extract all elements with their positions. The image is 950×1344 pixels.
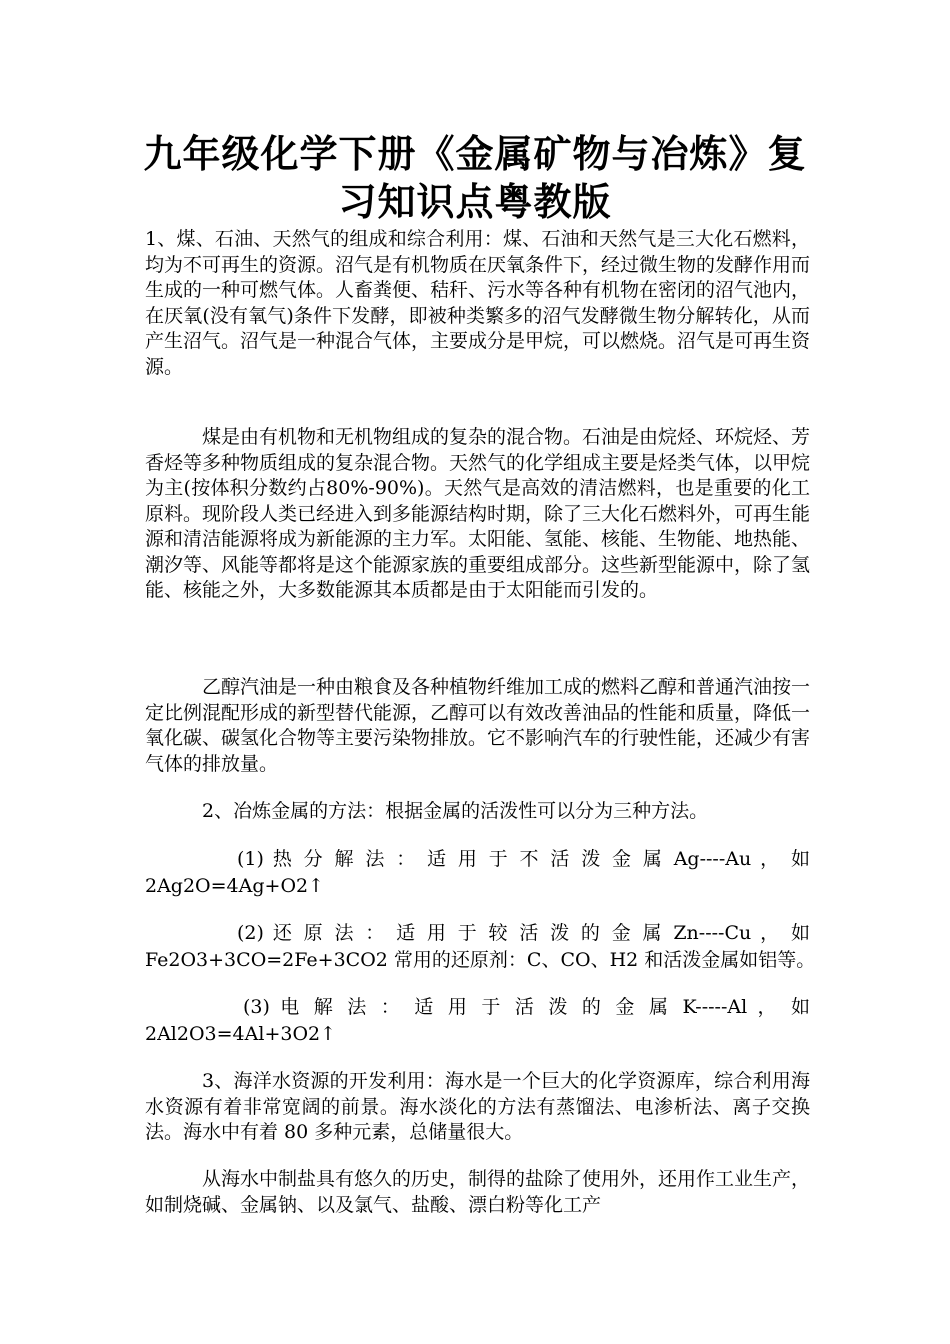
- method-2-line-1: (2) 还 原 法 ： 适 用 于 较 活 泼 的 金 属 Zn----Cu ， 如: [237, 922, 810, 944]
- method-thermal-decomposition: [145, 846, 810, 900]
- method-1-line-2: 2Ag2O=4Ag+O2↑: [145, 875, 325, 897]
- paragraph-fuels: [145, 227, 810, 380]
- method-3-line-1: (3) 电 解 法 ： 适 用 于 活 泼 的 金 属 K-----Al ， 如: [243, 996, 810, 1018]
- paragraph-smelting: [145, 799, 810, 825]
- document-title-line-2: 习知识点粤教版: [338, 180, 612, 224]
- paragraph-4: 2、冶炼金属的方法：根据金属的活泼性可以分为三种方法。: [202, 800, 709, 822]
- paragraph-salt: [145, 1167, 810, 1218]
- paragraph-1: 1、煤、石油、天然气的组成和综合利用：煤、石油和天然气是三大化石燃料，均为不可再生的资源。沼气是有机物质在厌氧条件下，经过微生物的发酵作用而生成的一种可燃气体。人畜粪便、秸秆、污水等各种有机物在密闭的沼气池内，在厌氧(没有氧气)条件下发酵，即被种类繁多的沼气发酵微生物分解转化，从而产生沼气。沼气是一种混合气体，主要成分是甲烷，可以燃烧。沼气是可再生资源。: [145, 228, 811, 378]
- document-title-line-1: 九年级化学下册《金属矿物与冶炼》复: [143, 132, 807, 176]
- paragraph-coal-oil-gas: [145, 425, 810, 604]
- paragraph-2: 煤是由有机物和无机物组成的复杂的混合物。石油是由烷烃、环烷烃、芳香烃等多种物质组成的复杂混合物。天然气的化学组成主要是烃类气体，以甲烷为主(按体积分数约占80%-90%)。天然气是高效的清洁燃料，也是重要的化工原料。现阶段人类已经进入到多能源结构时期，除了三大化石燃料外，可再生能源和清洁能源将成为新能源的主力军。太阳能、氢能、核能、生物能、地热能、潮汐等、风能等都将是这个能源家族的重要组成部分。这些新型能源中，除了氢能、核能之外，大多数能源其本质都是由于太阳能而引发的。: [145, 426, 811, 601]
- paragraph-ethanol: [145, 675, 810, 777]
- method-2-line-2: Fe2O3+3CO=2Fe+3CO2 常用的还原剂：C、CO、H2 和活泼金属如铝等。: [145, 949, 816, 971]
- paragraph-3: 乙醇汽油是一种由粮食及各种植物纤维加工成的燃料乙醇和普通汽油按一定比例混配形成的新型替代能源，乙醇可以有效改善油品的性能和质量，降低一氧化碳、碳氢化合物等主要污染物排放。它不影响汽车的行驶性能，还减少有害气体的排放量。: [145, 676, 811, 775]
- method-electrolysis: [145, 994, 810, 1048]
- paragraph-ocean-resources: [145, 1069, 810, 1146]
- method-1-line-1: (1) 热 分 解 法 ： 适 用 于 不 活 泼 金 属 Ag----Au ， 如: [237, 848, 810, 870]
- paragraph-6: 从海水中制盐具有悠久的历史，制得的盐除了使用外，还用作工业生产，如制烧碱、金属钠、以及氯气、盐酸、漂白粉等化工产: [145, 1168, 811, 1216]
- method-reduction: [145, 920, 816, 974]
- paragraph-5: 3、海洋水资源的开发利用：海水是一个巨大的化学资源库，综合利用海水资源有着非常宽阔的前景。海水淡化的方法有蒸馏法、电渗析法、离子交换法。海水中有着 80 多种元素，总储量很大。: [145, 1070, 810, 1143]
- method-3-line-2: 2Al2O3=4Al+3O2↑: [145, 1023, 337, 1045]
